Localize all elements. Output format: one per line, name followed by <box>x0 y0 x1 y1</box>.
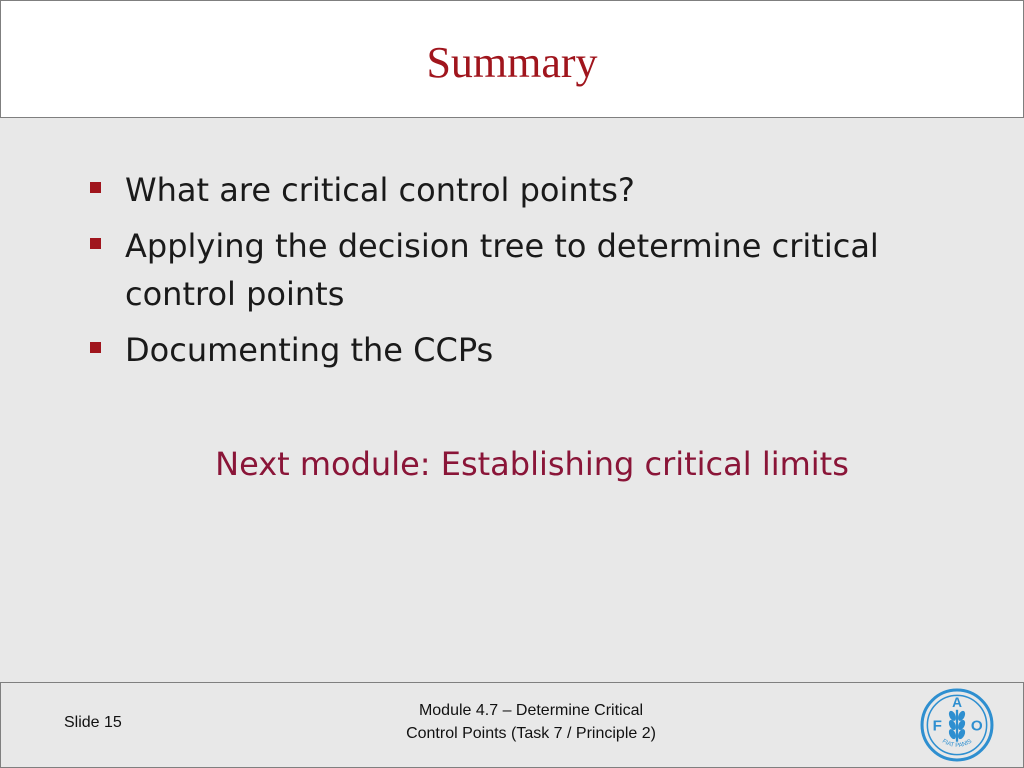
slide-title: Summary <box>426 38 598 87</box>
slide-number: Slide 15 <box>64 714 122 731</box>
footer-module-line-2: Control Points (Task 7 / Principle 2) <box>406 725 656 742</box>
slide-body <box>0 118 1024 680</box>
square-bullet-icon <box>90 238 101 249</box>
bullet-item <box>88 326 988 374</box>
footer-module-line-1: Module 4.7 – Determine Critical <box>418 702 644 719</box>
footer-module-title <box>341 699 721 745</box>
bullet-list <box>88 166 988 382</box>
logo-letter-o: O <box>970 717 983 735</box>
square-bullet-icon <box>90 342 101 353</box>
bullet-item <box>88 166 988 214</box>
logo-letter-a: A <box>952 694 962 710</box>
next-module-text: Next module: Establishing critical limits <box>215 445 849 483</box>
bullet-item <box>88 222 988 318</box>
slide-footer <box>0 682 1024 768</box>
logo-motto-text: FIAT PANIS <box>940 737 974 749</box>
title-bar <box>0 0 1024 118</box>
bullet-text: Applying the decision tree to determine critical control points <box>125 227 879 313</box>
bullet-text: What are critical control points? <box>125 171 635 209</box>
bullet-text: Documenting the CCPs <box>125 331 494 369</box>
fao-logo-icon <box>919 687 995 763</box>
logo-letter-f: F <box>932 717 942 735</box>
square-bullet-icon <box>90 182 101 193</box>
